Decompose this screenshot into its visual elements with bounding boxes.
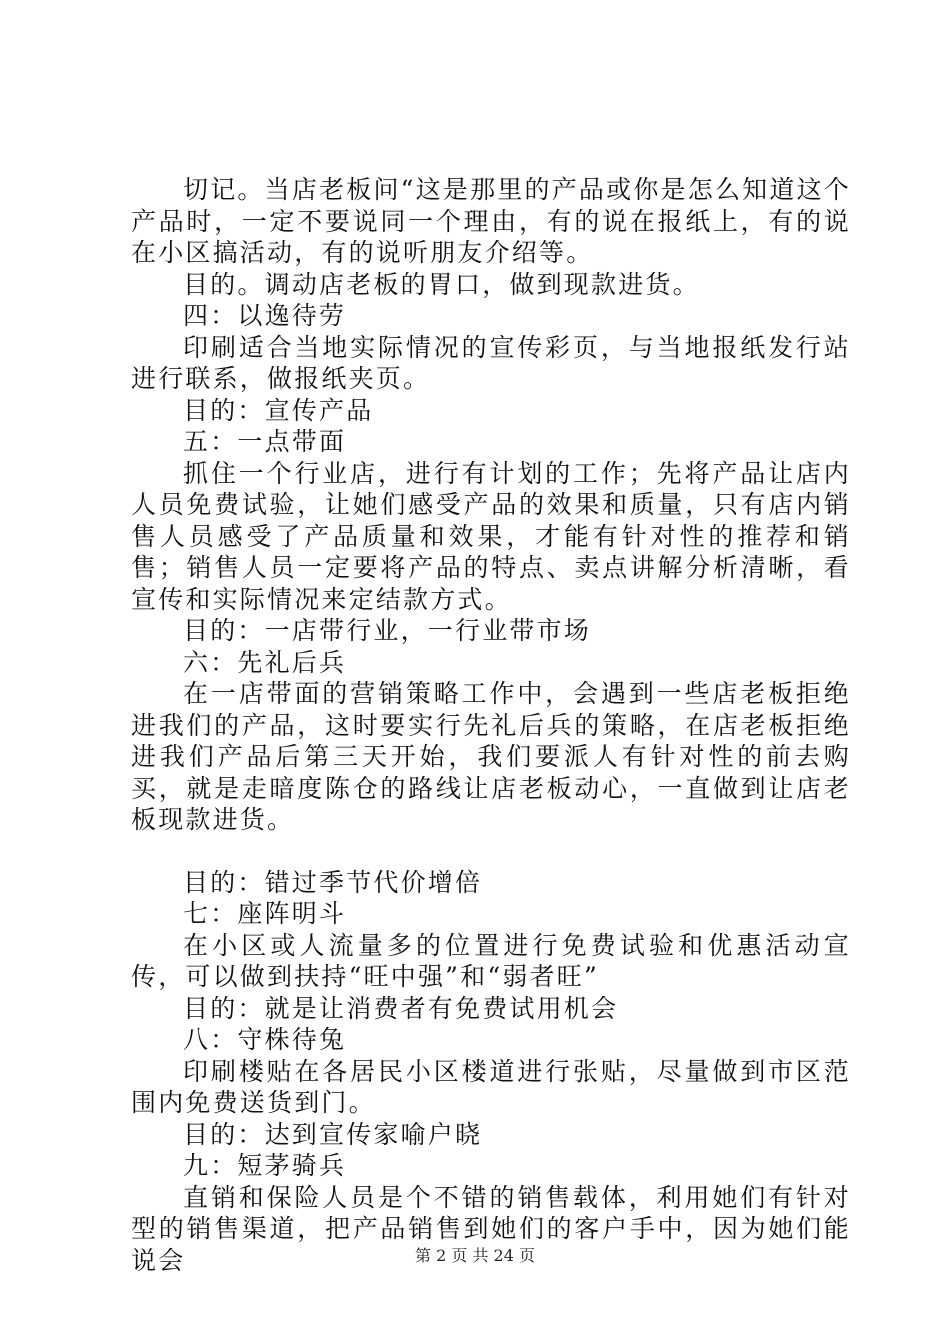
paragraph-purpose: 目的：一店带行业，一行业带市场 bbox=[183, 616, 592, 645]
section-heading-5: 五：一点带面 bbox=[183, 427, 347, 456]
paragraph-purpose: 目的：错过季节代价增倍 bbox=[183, 867, 483, 897]
section-heading-8: 八：守株待兔 bbox=[183, 1025, 347, 1054]
section-heading-7: 七：座阵明斗 bbox=[183, 899, 347, 928]
paragraph-purpose: 目的：达到宣传家喻户晓 bbox=[183, 1119, 483, 1149]
paragraph-body: 直销和保险人员是个不错的销售载体，利用她们有针对型的销售渠道，把产品销售到她们的客户手中，因为她们能说会 bbox=[131, 1182, 851, 1275]
paragraph-body: 印刷楼贴在各居民小区楼道进行张贴，尽量做到市区范围内免费送货到门。 bbox=[131, 1056, 851, 1117]
page-number-footer: 第 2 页 共 24 页 bbox=[415, 1246, 535, 1265]
paragraph-body: 印刷适合当地实际情况的宣传彩页，与当地报纸发行站进行联系，做报纸夹页。 bbox=[131, 332, 851, 393]
paragraph-note: 切记。当店老板问“这是那里的产品或你是怎么知道这个产品时，一定不要说同一个理由，有的说在报纸上，有的说在小区搞活动，有的说听朋友介绍等。 bbox=[131, 175, 851, 267]
paragraph-body: 在一店带面的营销策略工作中，会遇到一些店老板拒绝进我们的产品，这时要实行先礼后兵的策略，在店老板拒绝进我们产品后第三天开始，我们要派人有针对性的前去购买，就是走暗度陈仓的路线让店老板动心，一直做到让店老板现款进货。 bbox=[131, 679, 851, 834]
section-heading-9: 九：短茅骑兵 bbox=[183, 1151, 347, 1180]
paragraph-purpose: 目的：宣传产品 bbox=[183, 395, 374, 425]
paragraph-purpose: 目的。调动店老板的胃口，做到现款进货。 bbox=[183, 269, 700, 299]
paragraph-body: 在小区或人流量多的位置进行免费试验和优惠活动宣传，可以做到扶持“旺中强”和“弱者旺” bbox=[131, 930, 851, 991]
paragraph-body: 抓住一个行业店，进行有计划的工作；先将产品让店内人员免费试验，让她们感受产品的效果和质量，只有店内销售人员感受了产品质量和效果，才能有针对性的推荐和销售；销售人员一定要将产品的特点、卖点讲解分析清晰，看宣传和实际情况来定结款方式。 bbox=[131, 458, 851, 614]
paragraph-purpose: 目的：就是让消费者有免费试用机会 bbox=[183, 993, 619, 1023]
section-heading-4: 四：以逸待劳 bbox=[183, 301, 347, 330]
document-body bbox=[131, 174, 851, 1276]
section-heading-6: 六：先礼后兵 bbox=[183, 647, 347, 677]
